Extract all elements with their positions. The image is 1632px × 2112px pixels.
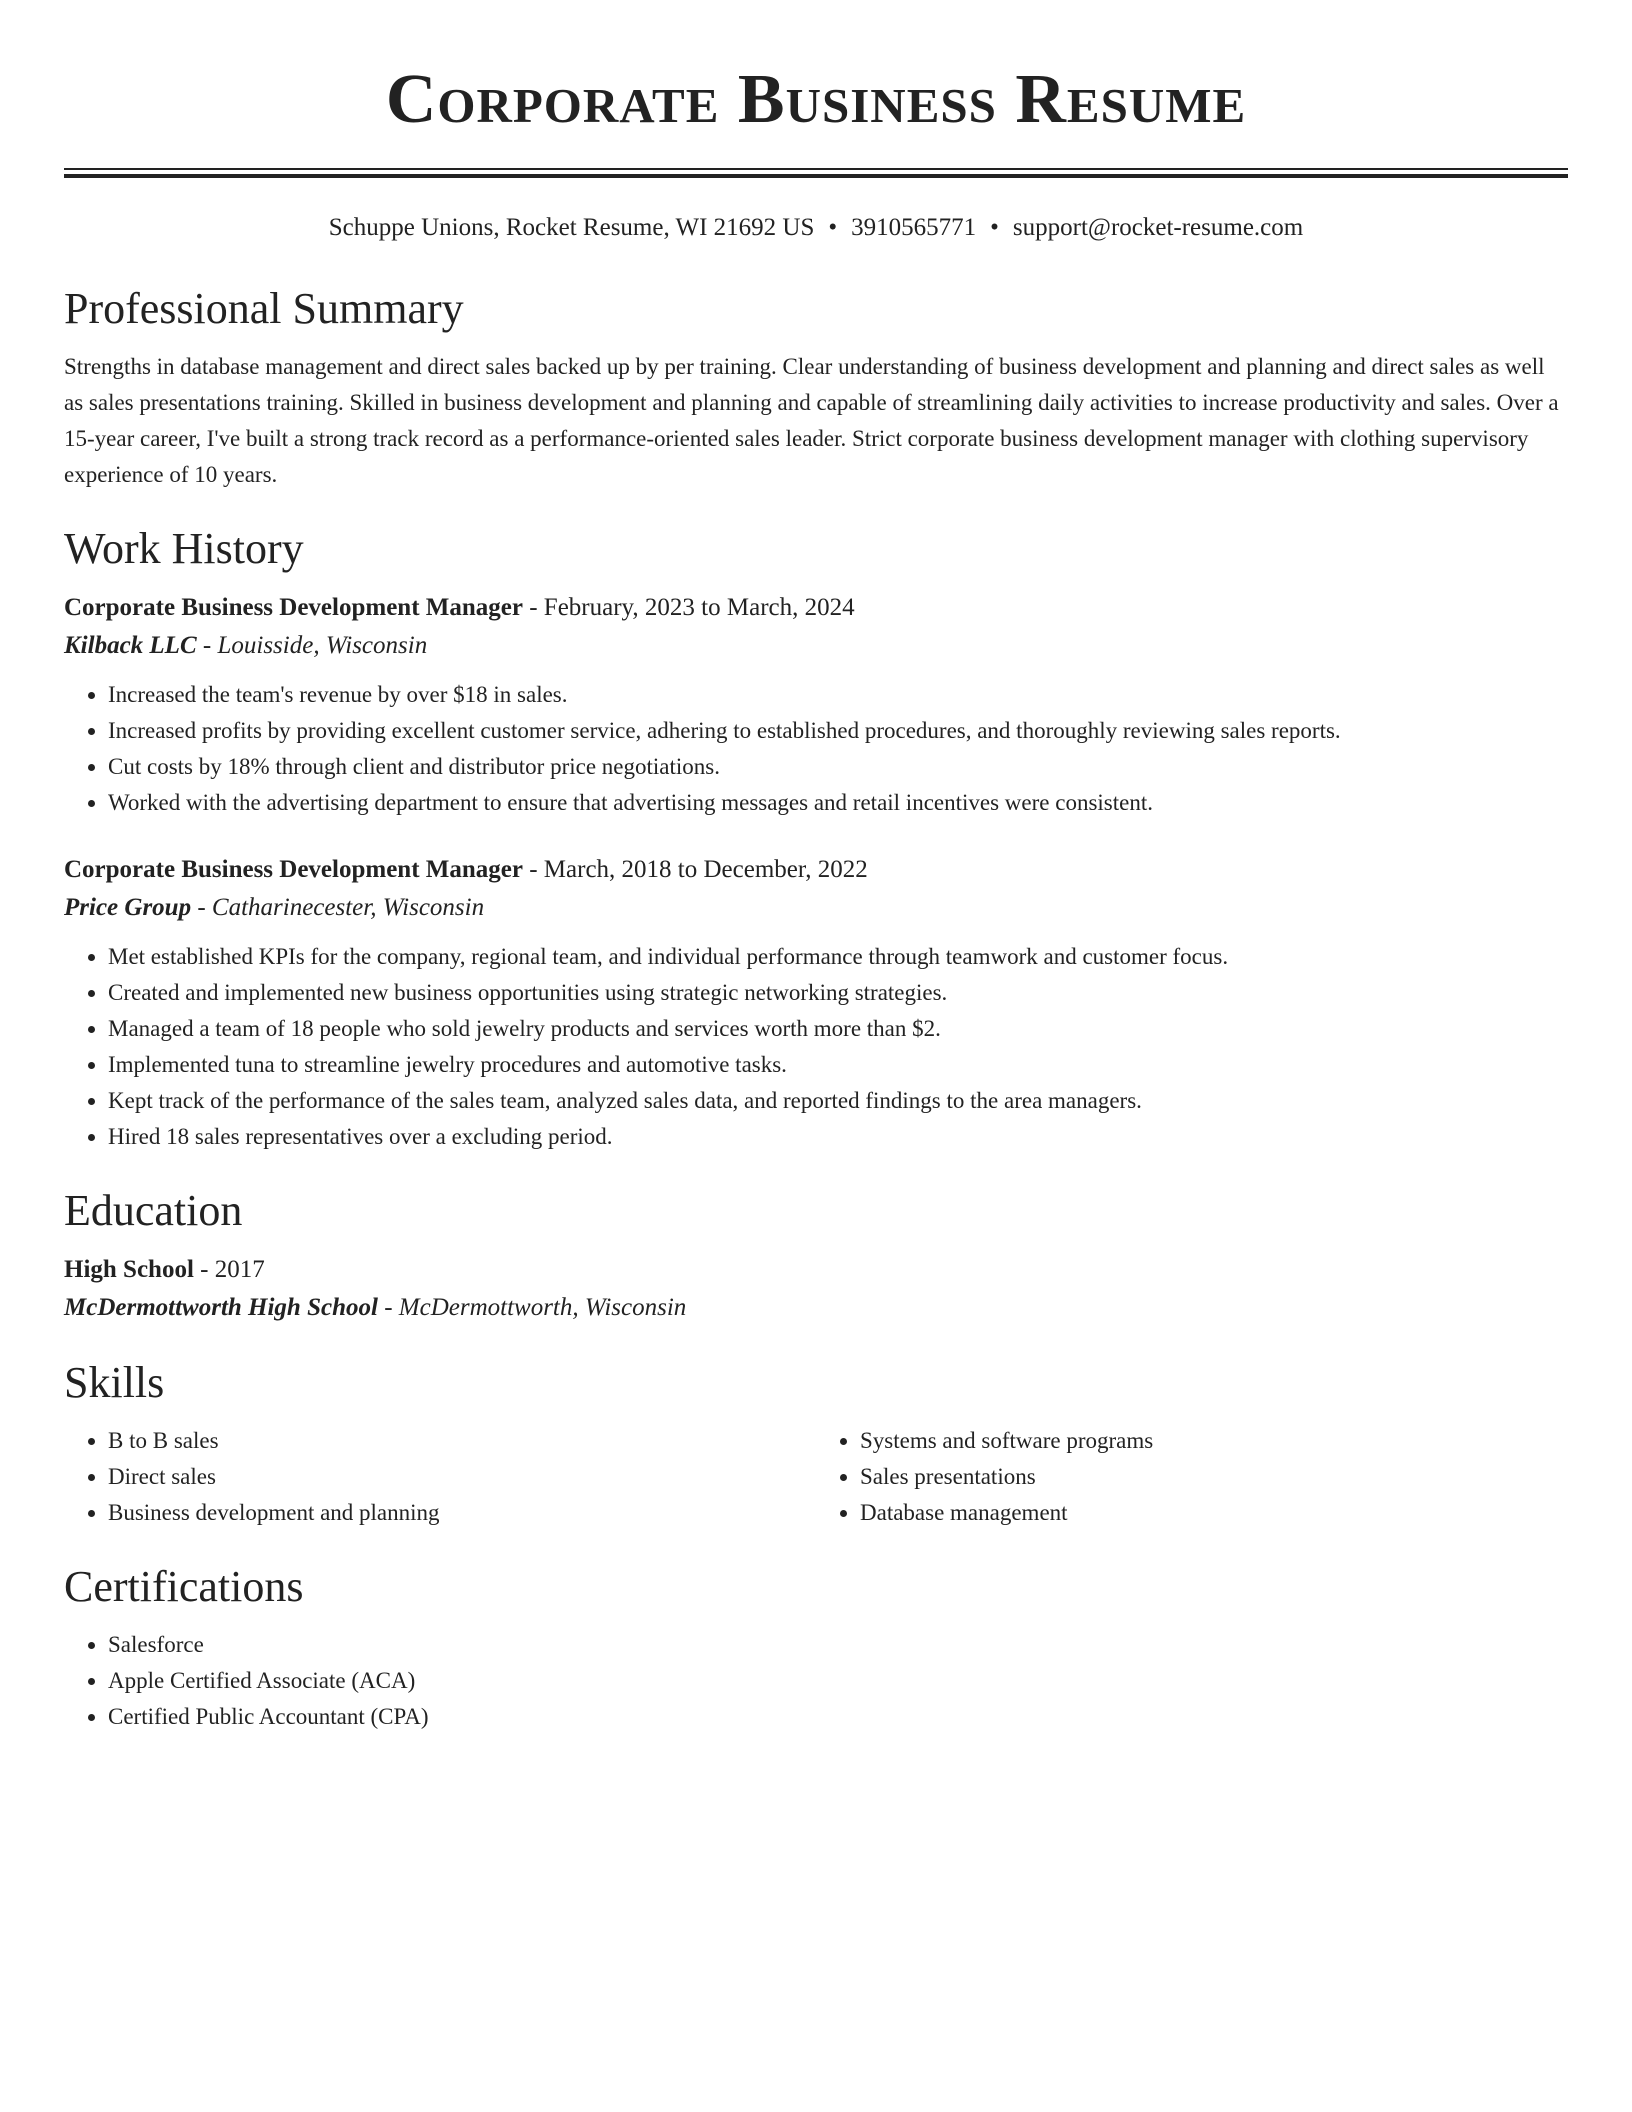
resume-title: Corporate Business Resume <box>385 61 1247 138</box>
list-item: • Kept track of the performance of the sales team, analyzed sales data, and reported findings to the area managers. <box>108 1083 1568 1119</box>
school-name: McDermottworth High School <box>64 1294 378 1321</box>
contact-line <box>64 211 1568 245</box>
contact-separator: • <box>990 214 999 241</box>
list-item: • Met established KPIs for the company, regional team, and individual performance through teamwork and customer focus. <box>108 939 1568 975</box>
company-name: Kilback LLC <box>64 632 197 659</box>
certification-item: • Certified Public Accountant (CPA) <box>108 1699 1568 1735</box>
summary-text: Strengths in database management and direct sales backed up by per training. Clear understanding of business development and planning and direct sales as well as sales presentations training. Skilled in business development and planning and capable of streamlining daily activities to increase productivity and sales. Over a 15-year career, I've built a strong track record as a performance-oriented sales leader. Strict corporate business development manager with clothing supervisory experience of 10 years. <box>64 354 1559 487</box>
job-title-line <box>64 851 1568 889</box>
certifications-heading: Certifications <box>64 1562 304 1611</box>
list-item: • Created and implemented new business opportunities using strategic networking strategies. <box>108 975 1568 1011</box>
list-item: • Implemented tuna to streamline jewelry procedures and automotive tasks. <box>108 1047 1568 1083</box>
skill-item: • Database management <box>860 1495 1568 1531</box>
summary-section <box>64 281 1568 493</box>
job-dates: - February, 2023 to March, 2024 <box>522 594 855 621</box>
list-item: • Cut costs by 18% through client and distributor price negotiations. <box>108 749 1568 785</box>
certifications-section <box>64 1559 1568 1735</box>
job-title: Corporate Business Development Manager <box>64 856 523 883</box>
contact-email: support@rocket-resume.com <box>1012 214 1304 241</box>
list-item: • Increased the team's revenue by over $18 in sales. <box>108 677 1568 713</box>
job-bullets <box>64 677 1568 821</box>
company-location: - Louisside, Wisconsin <box>196 632 428 659</box>
job-dates: - March, 2018 to December, 2022 <box>522 856 868 883</box>
job-bullets <box>64 939 1568 1155</box>
graduation-year: - 2017 <box>193 1256 265 1283</box>
contact-separator: • <box>828 214 838 241</box>
summary-heading: Professional Summary <box>64 284 464 333</box>
list-item: • Managed a team of 18 people who sold jewelry products and services worth more than $2. <box>108 1011 1568 1047</box>
list-item: • Hired 18 sales representatives over a excluding period. <box>108 1119 1568 1155</box>
skills-grid <box>64 1423 1568 1531</box>
work-history-heading: Work History <box>64 524 304 573</box>
skill-item: • B to B sales <box>108 1423 816 1459</box>
degree: High School <box>64 1256 194 1283</box>
certifications-list <box>64 1627 1568 1735</box>
skills-heading: Skills <box>64 1358 165 1407</box>
title-divider <box>64 168 1568 178</box>
school-location: - McDermottworth, Wisconsin <box>377 1294 687 1321</box>
contact-address: Schuppe Unions, Rocket Resume, WI 21692 US <box>328 214 815 241</box>
skills-column-left <box>64 1423 816 1531</box>
skills-column-right <box>816 1423 1568 1531</box>
certification-item: • Salesforce <box>108 1627 1568 1663</box>
skill-item: • Business development and planning <box>108 1495 816 1531</box>
education-section <box>64 1183 1568 1327</box>
education-entry <box>64 1251 1568 1327</box>
skill-item: • Sales presentations <box>860 1459 1568 1495</box>
company-line <box>64 627 1568 665</box>
list-item: • Worked with the advertising department to ensure that advertising messages and retail incentives were consistent. <box>108 785 1568 821</box>
job-title: Corporate Business Development Manager <box>64 594 523 621</box>
education-heading: Education <box>64 1186 243 1235</box>
skill-item: • Systems and software programs <box>860 1423 1568 1459</box>
contact-phone: 3910565771 <box>851 214 977 241</box>
degree-line <box>64 1251 1568 1289</box>
job-entry <box>64 589 1568 821</box>
skills-section <box>64 1355 1568 1531</box>
job-entry <box>64 851 1568 1155</box>
company-name: Price Group <box>64 894 192 921</box>
company-location: - Catharinecester, Wisconsin <box>191 894 485 921</box>
skill-item: • Direct sales <box>108 1459 816 1495</box>
certification-item: • Apple Certified Associate (ACA) <box>108 1663 1568 1699</box>
job-title-line <box>64 589 1568 627</box>
list-item: • Increased profits by providing excellent customer service, adhering to established procedures, and thoroughly reviewing sales reports. <box>108 713 1568 749</box>
school-line <box>64 1289 1568 1327</box>
work-history-section <box>64 521 1568 1155</box>
company-line <box>64 889 1568 927</box>
